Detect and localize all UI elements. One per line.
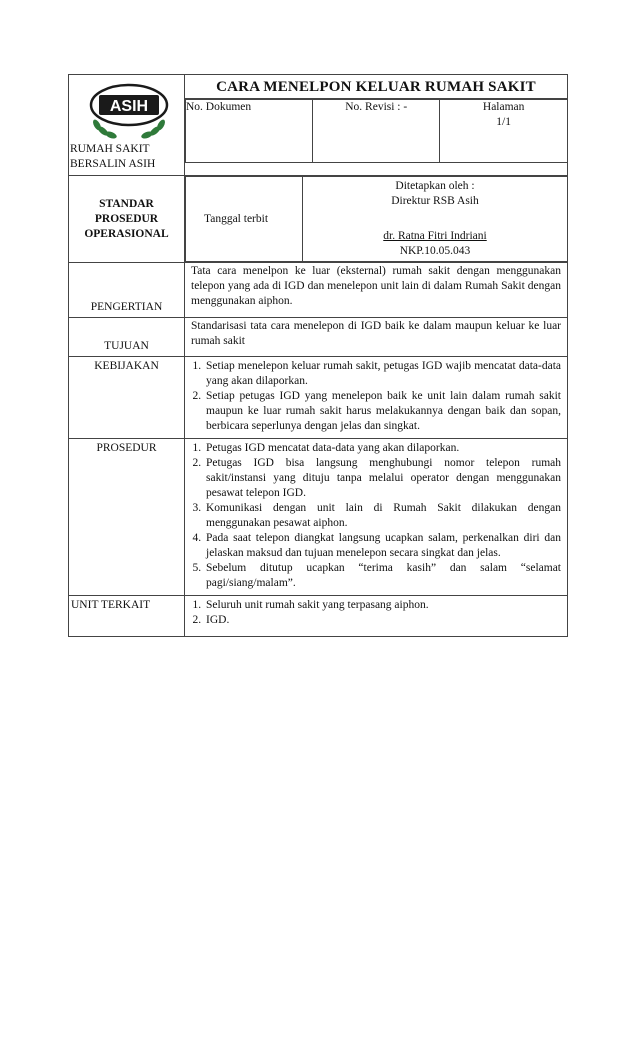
tujuan-text: Standarisasi tata cara menelepon di IGD baik ke dalam maupun keluar ke luar rumah sakit: [185, 318, 568, 357]
list-item: 2. Setiap petugas IGD yang menelepon baik ke unit lain dalam rumah sakit maupun ke luar rumah sakit harus melakukannya dengan baik dan sopan, berbicara seperlunya dengan jelas dan singkat.: [204, 389, 561, 434]
tujuan-label: TUJUAN: [69, 318, 185, 357]
sop-label: STANDAR PROSEDUR OPERASIONAL: [69, 176, 185, 263]
document-title: CARA MENELPON KELUAR RUMAH SAKIT: [185, 75, 567, 99]
list-item: 2. IGD.: [204, 613, 561, 628]
list-item: 2. Petugas IGD bisa langsung menghubungi nomor telepon rumah sakit/instansi yang dituju tanpa melalui operator dengan menggunakan pesawat telepon IGD.: [204, 456, 561, 501]
prosedur-list: [185, 441, 567, 591]
unit-terkait-list: [185, 598, 567, 628]
prosedur-label: PROSEDUR: [69, 439, 185, 596]
approval-block: [303, 177, 568, 262]
list-item: 1. Seluruh unit rumah sakit yang terpasang aiphon.: [204, 598, 561, 613]
jabatan: Direktur RSB Asih: [391, 195, 479, 207]
kebijakan-label: KEBIJAKAN: [69, 357, 185, 439]
prosedur-content: [185, 439, 568, 596]
hospital-logo: [87, 81, 171, 141]
signatory-name: dr. Ratna Fitri Indriani: [383, 230, 487, 242]
nkp: NKP.10.05.043: [399, 245, 471, 257]
meta-table: [185, 99, 567, 163]
list-item: 3. Komunikasi dengan unit lain di Rumah Sakit dilakukan dengan menggunakan pesawat aiphon.: [204, 501, 561, 531]
kebijakan-content: [185, 357, 568, 439]
kebijakan-list: [185, 359, 567, 434]
no-dokumen: No. Dokumen: [186, 100, 313, 163]
unit-terkait-label: UNIT TERKAIT: [69, 596, 185, 637]
list-item: 1. Petugas IGD mencatat data-data yang akan dilaporkan.: [204, 441, 561, 456]
sop-document: [68, 74, 568, 637]
sop-table: [68, 74, 568, 637]
header-info-cell: [185, 75, 568, 176]
unit-terkait-content: [185, 596, 568, 637]
pengertian-label: PENGERTIAN: [69, 263, 185, 318]
logo-cell: [69, 75, 185, 176]
list-item: 1. Setiap menelepon keluar rumah sakit, petugas IGD wajib mencatat data-data yang akan dilaporkan.: [204, 359, 561, 389]
sop-detail-cell: [185, 176, 568, 263]
list-item: 4. Pada saat telepon diangkat langsung ucapkan salam, perkenalkan diri dan jelaskan maksud dan tujuan menelepon secara singkat dan jelas.: [204, 531, 561, 561]
pengertian-text: Tata cara menelpon ke luar (eksternal) rumah sakit dengan menggunakan telepon yang ada di IGD dan menelepon unit lain di dalam Rumah Sakit dengan menggunakan aiphon.: [185, 263, 568, 318]
ditetapkan-oleh: Ditetapkan oleh :: [395, 180, 475, 192]
hospital-name: RUMAH SAKIT BERSALIN ASIH: [70, 143, 156, 170]
halaman-value: 1/1: [496, 116, 511, 128]
tanggal-terbit: Tanggal terbit: [186, 177, 303, 262]
signature-block: [303, 229, 567, 259]
no-revisi: No. Revisi : -: [313, 100, 440, 163]
logo-text: ASIH: [109, 98, 149, 115]
list-item: 5. Sebelum ditutup ucapkan “terima kasih” dan salam “selamat pagi/siang/malam”.: [204, 561, 561, 591]
halaman: Halaman 1/1: [440, 100, 567, 163]
